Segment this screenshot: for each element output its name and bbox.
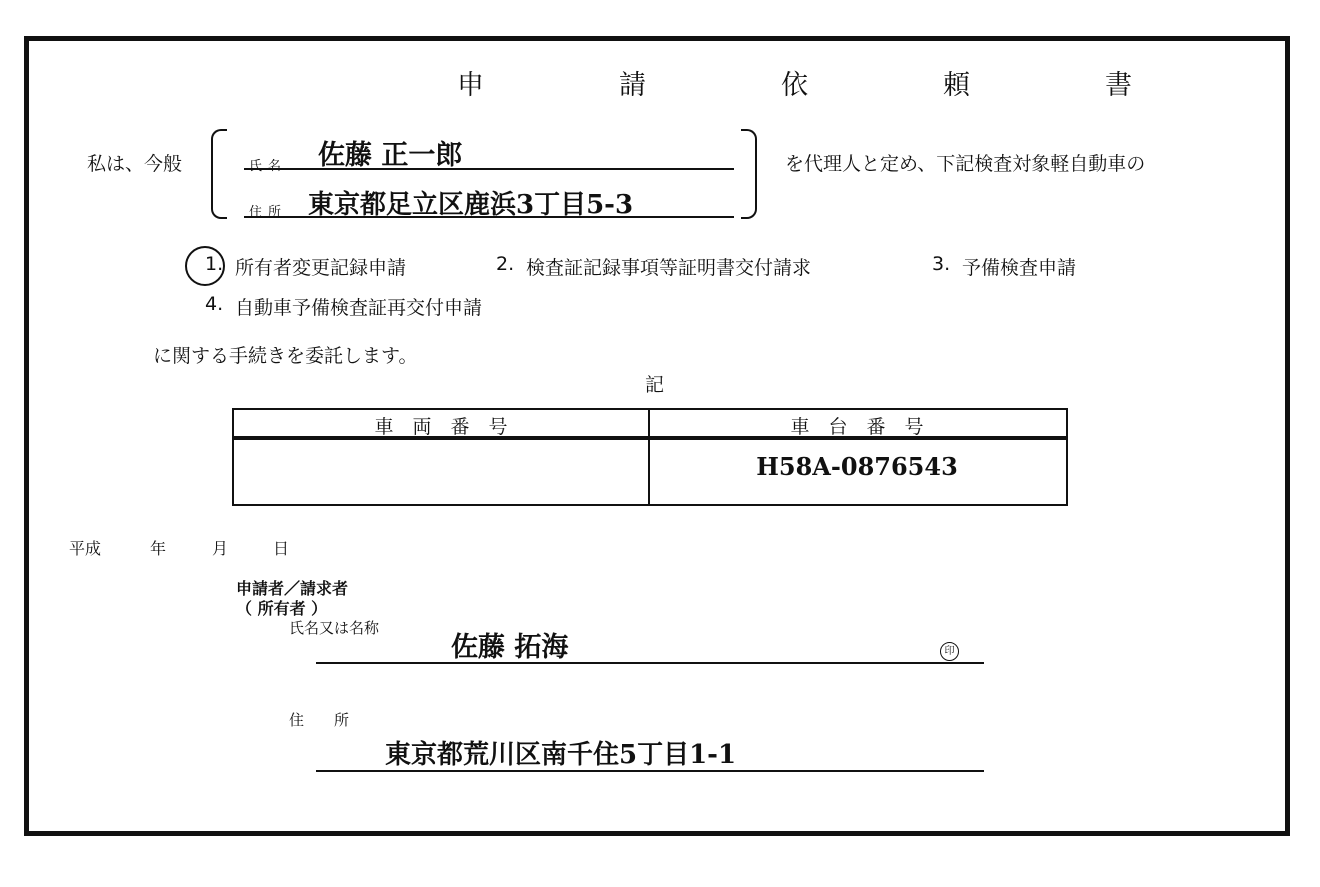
date-month-label: 月: [212, 539, 229, 558]
applicant-role-sub: （ 所有者 ）: [236, 599, 328, 618]
right-bracket: [741, 129, 757, 219]
date-day-label: 日: [273, 539, 290, 558]
document-title: 申 請 依 頼 書: [457, 70, 1186, 101]
agent-name-underline: [244, 168, 734, 170]
date-year-label: 年: [150, 539, 167, 558]
option-2-number: 2.: [496, 253, 515, 275]
vehicle-number-header: 車 両 番 号: [374, 416, 508, 438]
applicant-address-label: 住 所: [289, 711, 350, 729]
agent-name: 佐藤 正一郎: [318, 140, 463, 171]
chassis-number-header: 車 台 番 号: [790, 416, 924, 438]
agent-address-label: 住所: [249, 205, 288, 220]
applicant-address: 東京都荒川区南千住5丁目1-1: [385, 740, 737, 770]
chassis-number-value: H58A-0876543: [756, 452, 958, 481]
option-1-label: 所有者変更記録申請: [235, 257, 407, 279]
date-era: 平成: [69, 539, 102, 558]
option-3-number: 3.: [932, 253, 951, 275]
intro-suffix: を代理人と定め、下記検査対象軽自動車の: [785, 153, 1146, 175]
table-header-separator: [234, 436, 1066, 440]
applicant-name-underline: [316, 662, 984, 664]
applicant-name-label: 氏名又は名称: [289, 619, 380, 637]
option-2-label: 検査証記録事項等証明書交付請求: [526, 257, 812, 279]
applicant-role: 申請者／請求者: [236, 579, 349, 598]
option-1-number: 1.: [205, 253, 224, 275]
option-4-number: 4.: [205, 293, 224, 315]
option-4-label: 自動車予備検査証再交付申請: [235, 297, 483, 319]
agent-address-underline: [244, 216, 734, 218]
agent-address: 東京都足立区鹿浜3丁目5-3: [308, 190, 634, 220]
intro-prefix: 私は、今般: [87, 153, 183, 175]
document-frame: [24, 36, 1290, 836]
left-bracket: [211, 129, 227, 219]
seal-mark: 印: [940, 642, 959, 661]
option-3-label: 予備検査申請: [962, 257, 1077, 279]
ki-label: 記: [645, 374, 665, 396]
agent-name-label: 氏名: [249, 159, 288, 174]
applicant-address-underline: [316, 770, 984, 772]
applicant-name: 佐藤 拓海: [451, 632, 569, 663]
vehicle-table: [232, 408, 1068, 506]
delegation-text: に関する手続きを委託します。: [153, 345, 418, 367]
